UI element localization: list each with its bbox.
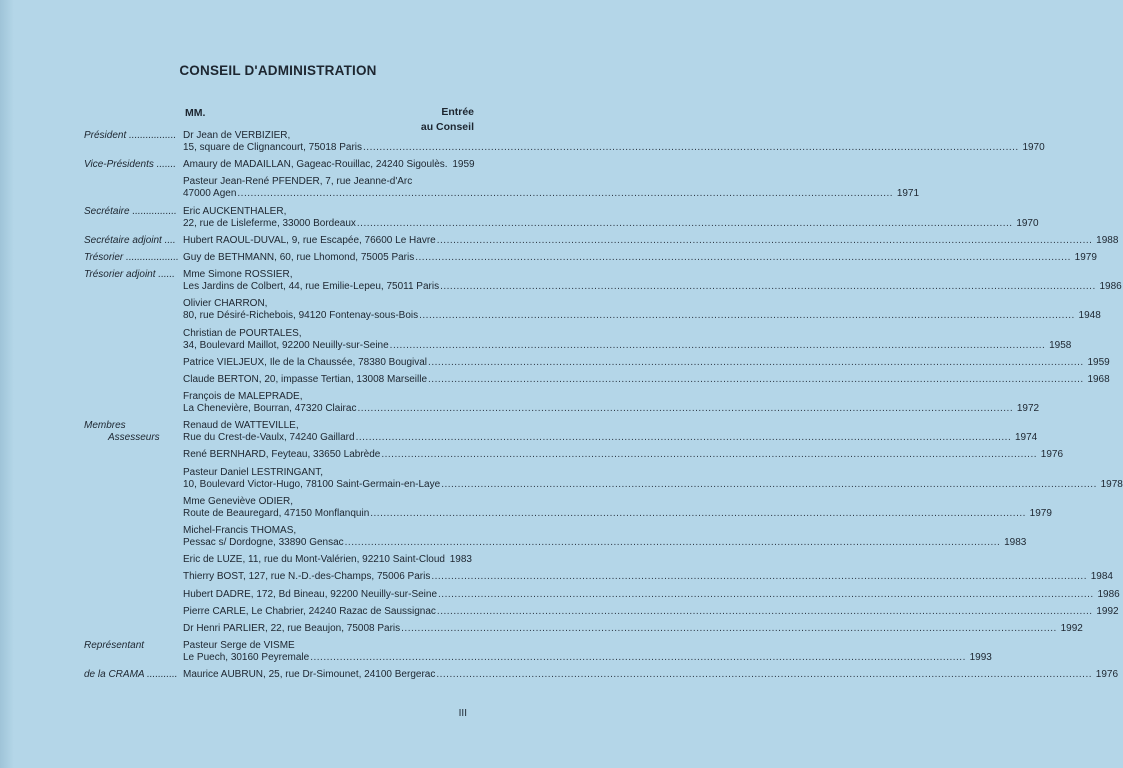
member-entry: [183, 391, 1040, 415]
member-entry-line: [183, 251, 1097, 264]
role-label-line: de la CRAMA ...........: [84, 669, 178, 681]
member-entry-line: [183, 605, 1119, 618]
member-entry-line: [183, 373, 1110, 386]
member-entry: [183, 622, 1083, 635]
role-label: [84, 159, 176, 171]
entry-year: 1983: [1004, 537, 1027, 548]
dot-leader: ........................................................................................................................................................................................................: [441, 478, 1097, 490]
member-entry-line: [183, 130, 472, 142]
role-label-line: Trésorier ...................: [84, 251, 179, 263]
entry-year: 1978: [1100, 478, 1123, 490]
entry-year: 1948: [1078, 310, 1101, 322]
entry-year: 1971: [896, 188, 920, 200]
member-entry-line: [183, 496, 472, 508]
member-entry-line: [183, 391, 472, 403]
member-entry-line: [183, 234, 1119, 247]
member-entry: [183, 554, 472, 566]
member-text: Maurice AUBRUN, 25, rue Dr-Simounet, 24100 Bergerac: [183, 669, 436, 681]
member-entry-line: [183, 269, 472, 281]
entree-heading-line2: au Conseil: [420, 121, 474, 133]
member-entry-line: [183, 525, 472, 537]
member-entry: [183, 176, 920, 200]
entry-year: 1992: [1060, 622, 1083, 634]
council-member-row: [0, 466, 1123, 491]
role-label: [84, 206, 176, 218]
member-entry: [183, 298, 1101, 322]
member-entry: [183, 605, 1119, 618]
dot-leader: ........................................................................................................................................................................................................: [431, 571, 1087, 583]
member-text: Claude BERTON, 20, impasse Tertian, 13008 Marseille: [183, 373, 428, 385]
dot-leader: ........................................................................................................................................................................................................: [310, 652, 966, 664]
page-title: CONSEIL D'ADMINISTRATION: [179, 63, 377, 78]
council-member-row: [0, 669, 1119, 681]
member-entry-line: [183, 176, 472, 188]
entry-year: 1986: [1099, 281, 1122, 293]
member-entry: [183, 130, 1045, 154]
member-text: Rue du Crest-de-Vaulx, 74240 Gaillard: [183, 432, 355, 444]
member-text: François de MALEPRADE,: [183, 391, 303, 403]
member-text: Pasteur Serge de VISME: [183, 640, 295, 652]
role-label: [84, 669, 176, 681]
member-entry: [183, 640, 992, 664]
member-text: René BERNHARD, Feyteau, 33650 Labrède: [183, 449, 381, 461]
dot-leader: ........................................................................................................................................................................................................: [428, 373, 1084, 385]
role-label: [84, 640, 176, 652]
member-entry-line: [183, 507, 1052, 520]
entree-heading-line1: Entrée: [441, 106, 474, 118]
member-text: Les Jardins de Colbert, 44, rue Emilie-Lepeu, 75011 Paris: [183, 281, 440, 293]
entry-year: 1992: [1096, 605, 1119, 617]
entry-year: 1970: [1016, 217, 1039, 229]
member-text: Mme Geneviève ODIER,: [183, 495, 294, 507]
member-entry: [183, 234, 1119, 247]
entry-year: 1993: [969, 652, 992, 664]
member-entry-line: [183, 478, 1123, 491]
member-entry-line: [183, 142, 1045, 154]
member-entry-line: [183, 298, 472, 310]
member-entry: [183, 159, 475, 171]
member-text: Christian de POURTALES,: [183, 327, 302, 339]
member-text: Eric de LUZE, 11, rue du Mont-Valérien, 92210 Saint-Cloud: [183, 554, 445, 566]
entry-year: 1970: [1022, 142, 1045, 153]
council-member-list: [0, 130, 1123, 687]
member-text: Dr Jean de VERBIZIER,: [183, 130, 291, 141]
dot-leader: ........................................................................................................................................................................................................: [415, 251, 1071, 263]
member-entry-line: [183, 159, 475, 171]
member-entry: [183, 269, 1122, 293]
council-member-row: [0, 622, 1083, 635]
member-entry: [183, 525, 1027, 549]
entry-year: 1986: [1097, 588, 1120, 600]
council-member-row: [0, 298, 1101, 322]
council-member-row: [0, 605, 1119, 618]
member-entry-line: [183, 403, 1040, 415]
council-member-row: [0, 391, 1040, 415]
council-member-row: [0, 525, 1027, 549]
page-number: III: [458, 708, 467, 719]
entry-year: 1976: [1040, 449, 1064, 461]
member-text: Le Puech, 30160 Peyremale: [183, 652, 310, 664]
dot-leader: ........................................................................................................................................................................................................: [370, 507, 1026, 519]
role-label: [84, 235, 176, 247]
dot-leader: ........................................................................................................................................................................................................: [436, 234, 1093, 246]
member-entry-line: [183, 467, 472, 479]
council-member-row: [0, 495, 1052, 520]
member-text: 22, rue de Lisleferme, 33000 Bordeaux: [183, 217, 356, 229]
dot-leader: ........................................................................................................................................................................................................: [436, 605, 1093, 617]
council-member-row: [0, 588, 1120, 601]
member-entry-line: [183, 206, 472, 218]
member-entry-line: [183, 420, 472, 432]
council-member-row: [0, 130, 1045, 154]
member-entry-line: [183, 622, 1083, 635]
role-label-line: Vice-Présidents .......: [84, 159, 177, 171]
dot-leader: ........................................................................................................................................................................................................: [363, 142, 1019, 153]
member-entry-line: [183, 571, 1113, 583]
council-member-row: [0, 234, 1119, 247]
member-entry-line: [183, 588, 1120, 601]
entry-year: 1983: [449, 554, 472, 566]
entry-year: 1984: [1090, 571, 1113, 583]
entry-year: 1972: [1016, 403, 1040, 415]
member-entry-line: [183, 554, 472, 566]
member-entry: [183, 495, 1052, 520]
member-text: 10, Boulevard Victor-Hugo, 78100 Saint-Germain-en-Laye: [183, 478, 441, 490]
member-entry-line: [183, 281, 1122, 293]
council-member-row: [0, 640, 992, 664]
role-label-line: Assesseurs: [108, 432, 160, 444]
role-label: [84, 130, 176, 142]
mm-heading: MM.: [185, 107, 206, 119]
member-text: Dr Henri PARLIER, 22, rue Beaujon, 75008 Paris: [183, 622, 401, 634]
member-entry: [183, 449, 1064, 461]
role-label: [84, 420, 176, 444]
member-entry-line: [183, 188, 920, 200]
member-text: Thierry BOST, 127, rue N.-D.-des-Champs, 75006 Paris: [183, 571, 431, 583]
dot-leader: ........................................................................................................................................................................................................: [357, 403, 1014, 415]
member-text: Olivier CHARRON,: [183, 298, 268, 310]
member-text: 47000 Agen: [183, 188, 237, 200]
member-entry: [183, 420, 1038, 444]
member-text: Route de Beauregard, 47150 Monflanquin: [183, 507, 370, 519]
dot-leader: ........................................................................................................................................................................................................: [356, 217, 1013, 229]
member-text: Michel-Francis THOMAS,: [183, 525, 297, 536]
member-text: Mme Simone ROSSIER,: [183, 269, 293, 281]
council-member-row: [0, 205, 1039, 230]
entry-year: 1959: [1087, 356, 1110, 368]
member-entry: [183, 669, 1119, 681]
role-label-line: Représentant: [84, 640, 145, 652]
member-entry-line: [183, 217, 1039, 230]
entry-year: 1958: [1049, 339, 1072, 351]
member-text: Renaud de WATTEVILLE,: [183, 420, 299, 432]
member-entry: [183, 373, 1110, 386]
member-entry: [183, 327, 1072, 352]
dot-leader: ........................................................................................................................................................................................................: [381, 449, 1038, 461]
council-member-row: [0, 269, 1122, 293]
member-entry-line: [183, 356, 1110, 369]
role-label: [84, 251, 179, 264]
dot-leader: ........................................................................................................................................................................................................: [344, 537, 1001, 548]
member-entry-line: [183, 669, 1119, 681]
member-entry-line: [183, 310, 1101, 322]
member-entry-line: [183, 339, 1072, 352]
entry-year: 1976: [1095, 669, 1119, 681]
council-member-row: [0, 554, 550, 566]
member-text: Pasteur Daniel LESTRINGANT,: [183, 466, 324, 478]
entry-year: 1959: [452, 159, 475, 171]
council-member-row: [0, 251, 1097, 264]
dot-leader: ........................................................................................................................................................................................................: [419, 310, 1075, 322]
council-member-row: [0, 373, 1110, 386]
entry-year: 1974: [1015, 432, 1038, 444]
member-entry: [183, 466, 1123, 491]
member-text: Hubert RAOUL-DUVAL, 9, rue Escapée, 76600 Le Havre: [183, 234, 436, 246]
entry-year: 1988: [1096, 234, 1119, 246]
member-text: Pessac s/ Dordogne, 33890 Gensac: [183, 537, 344, 548]
member-entry-line: [183, 640, 472, 652]
member-entry-line: [183, 652, 992, 664]
role-label-line: Membres: [84, 420, 126, 432]
member-entry-line: [183, 328, 472, 340]
role-label-line: Président .................: [84, 130, 177, 141]
dot-leader: ........................................................................................................................................................................................................: [428, 356, 1084, 368]
entry-year: 1968: [1087, 373, 1110, 385]
member-text: La Chenevière, Bourran, 47320 Clairac: [183, 403, 357, 415]
dot-leader: ........................................................................................................................................................................................................: [355, 432, 1012, 444]
member-text: Pasteur Jean-René PFENDER, 7, rue Jeanne-d'Arc: [183, 176, 413, 188]
member-text: Eric AUCKENTHALER,: [183, 205, 287, 217]
dot-leader: ........................................................................................................................................................................................................: [389, 339, 1046, 351]
entry-year: 1979: [1029, 507, 1052, 519]
member-text: 80, rue Désiré-Richebois, 94120 Fontenay-sous-Bois: [183, 310, 419, 322]
dot-leader: ........................................................................................................................................................................................................: [401, 622, 1057, 634]
member-entry: [183, 588, 1120, 601]
council-member-row: [0, 420, 1038, 444]
role-label: [84, 269, 176, 281]
dot-leader: ........................................................................................................................................................................................................: [436, 669, 1093, 681]
member-text: Patrice VIELJEUX, Ile de la Chaussée, 78380 Bougival: [183, 356, 428, 368]
council-member-row: [0, 356, 1110, 369]
council-member-row: [0, 327, 1072, 352]
member-entry-line: [183, 537, 1027, 549]
member-entry: [183, 571, 1113, 583]
council-member-row: [0, 571, 1113, 583]
member-text: Guy de BETHMANN, 60, rue Lhomond, 75005 Paris: [183, 251, 415, 263]
member-text: 15, square de Clignancourt, 75018 Paris: [183, 142, 363, 153]
member-entry: [183, 205, 1039, 230]
member-text: Pierre CARLE, Le Chabrier, 24240 Razac de Saussignac: [183, 605, 436, 617]
dot-leader: ........................................................................................................................................................................................................: [438, 588, 1094, 600]
member-entry-line: [183, 432, 1038, 444]
member-text: 34, Boulevard Maillot, 92200 Neuilly-sur-Seine: [183, 339, 389, 351]
member-entry: [183, 356, 1110, 369]
member-text: Amaury de MADAILLAN, Gageac-Rouillac, 24240 Sigoulès.: [183, 159, 448, 171]
council-member-row: [0, 449, 1064, 461]
role-label-line: Secrétaire adjoint ....: [84, 234, 176, 246]
member-text: Hubert DADRE, 172, Bd Bineau, 92200 Neuilly-sur-Seine: [183, 588, 438, 600]
entry-year: 1979: [1074, 251, 1097, 263]
dot-leader: ........................................................................................................................................................................................................: [237, 188, 894, 200]
member-entry: [183, 251, 1097, 264]
member-entry-line: [183, 449, 1064, 461]
role-label-line: Trésorier adjoint ......: [84, 269, 175, 281]
council-member-row: [0, 159, 550, 171]
role-label-line: Secrétaire ................: [84, 205, 177, 217]
dot-leader: ........................................................................................................................................................................................................: [440, 281, 1096, 293]
council-member-row: [0, 176, 920, 200]
